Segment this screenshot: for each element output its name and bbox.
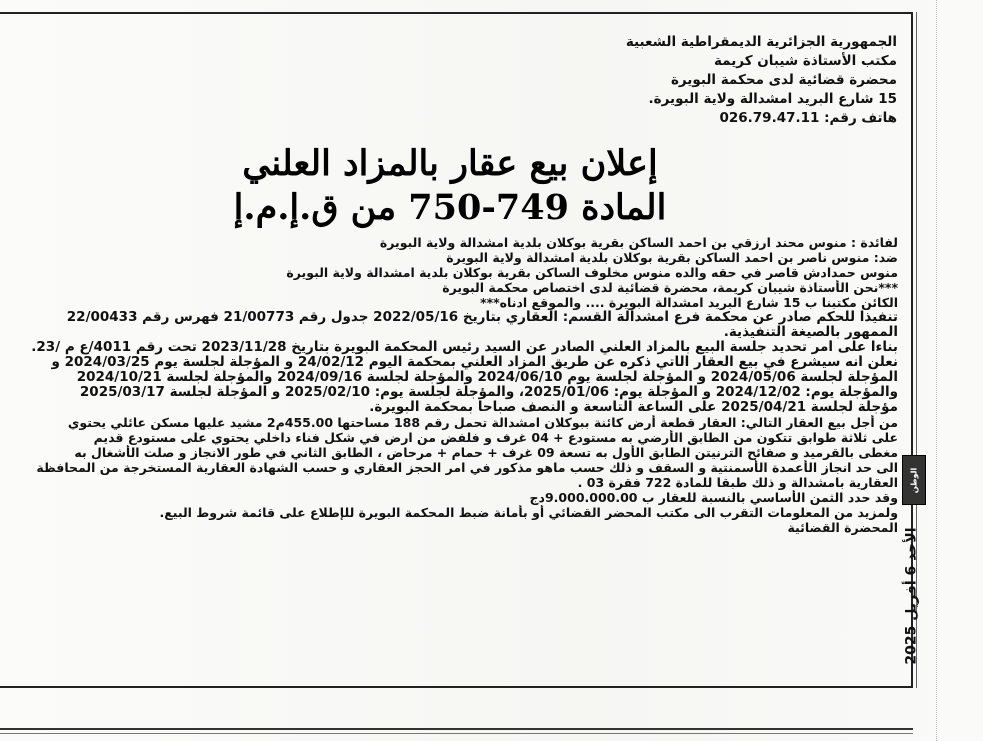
- body-line: والمؤجلة يوم: 2024/12/02 و المؤجلة يوم: 2025/01/06، والمؤجلة لجلسة يوم: 2025/02/10 و المؤجلة لجلسة 2025/03/17: [79, 385, 898, 400]
- frame-bottom-rule: [0, 686, 913, 688]
- title-line-1: إعلان بيع عقار بالمزاد العلني: [242, 143, 658, 184]
- title-line-2: المادة 749-750 من ق.إ.م.إ: [233, 187, 667, 228]
- body-line: ضد: منوس ناصر بن احمد الساكن بقرية بوكلان بلدية امشدالة ولاية البويرة: [446, 250, 898, 265]
- notice-body: [0, 235, 898, 535]
- office-header: [497, 33, 897, 128]
- body-line: المؤجلة لجلسة 2024/05/06 و المؤجلة لجلسة يوم 2024/06/10 والمؤجلة لجلسة 2024/09/16 والمؤجلة لجلسة 2024/10/21: [76, 370, 898, 385]
- next-ad-top-rule-inner: [0, 733, 913, 734]
- notice-title: [190, 142, 710, 230]
- frame-top-rule: [0, 12, 913, 14]
- newspaper-logo-text: الوطن: [909, 467, 919, 493]
- body-line: مؤجلة لجلسة 2025/04/21 على الساعة التاسعة و النصف صباحا بمحكمة البويرة.: [369, 400, 898, 415]
- body-line: ***نحن الأستاذة شيبان كريمة، محضرة قضائية لدى اختصاص محكمة البويرة: [442, 280, 898, 295]
- header-role: محضرة قضائية لدى محكمة البويرة: [670, 72, 897, 88]
- header-phone: هاتف رقم: 026.79.47.11: [719, 110, 897, 126]
- issue-date: الأحد 6 أفريل 2025: [904, 527, 920, 665]
- header-address: 15 شارع البريد امشدالة ولاية البويرة.: [648, 91, 897, 107]
- body-line: نعلن أنه سيشرع في بيع العقار الآتي ذكره عن طريق المزاد العلني بمحكمة اليوم 24/02/12 و المؤجلة لجلسة يوم 2024/03/25 و: [51, 355, 898, 370]
- newspaper-logo-badge: [902, 455, 926, 505]
- side-date-strip: [898, 505, 926, 687]
- body-line: الى حد انجاز الأعمدة الأسمنتية و السقف و ذلك حسب ماهو مذكور في امر الحجز العقاري و حسب الشهادة العقارية المستخرجة من المحافظة: [36, 460, 898, 475]
- body-signature: المحضرة القضائية: [787, 520, 898, 535]
- body-line: الكائن مكتبنا ب 15 شارع البريد امشدالة البويرة .... والموقع ادناه***: [480, 295, 898, 310]
- next-ad-top-rule: [0, 728, 913, 730]
- header-office: مكتب الأستاذة شيبان كريمة: [714, 53, 897, 69]
- body-line: وقد حدد الثمن الأساسي بالنسبة للعقار ب 9.000.000.00دج: [529, 490, 898, 505]
- body-line: العقارية بامشدالة و ذلك طبقا للمادة 722 فقرة 03 .: [577, 475, 898, 490]
- body-line: على ثلاثة طوابق تتكون من الطابق الأرضي به مستودع + 04 غرف و فلفض من ارض في شكل فناء داخلي يحتوي على مستودع قديم: [93, 430, 898, 445]
- body-line: من أجل بيع العقار التالي: العقار قطعة أرض كائنة ببوكلان امشدالة تحمل رقم 188 مساحتها 455.00م2 مشيد عليها مسكن عائلي يحتوي: [67, 415, 898, 430]
- body-line: ولمزيد من المعلومات التقرب الى مكتب المحضر القضائي أو بأمانة ضبط المحكمة البويرة للإطلاع على قائمة شروط البيع.: [159, 505, 898, 520]
- body-line: الممهور بالصيغة التنفيذية.: [723, 325, 898, 340]
- body-line: لفائدة : منوس محند ارزقي بن احمد الساكن بقرية بوكلان بلدية امشدالة ولاية البويرة: [379, 235, 898, 250]
- body-line: تنفيذا للحكم صادر عن محكمة فرع امشدالة القسم: العقاري بتاريخ 2022/05/16 جدول رقم 21/00773 فهرس رقم 22/00433: [66, 310, 898, 325]
- header-country: الجمهورية الجزائرية الديمقراطية الشعبية: [625, 34, 897, 50]
- body-line: منوس حمدادش قاصر في حقه والده منوس مخلوف الساكن بقرية بوكلان بلدية امشدالة ولاية البويرة: [286, 265, 898, 280]
- body-line: بناءا على أمر تحديد جلسة البيع بالمزاد العلني الصادر عن السيد رئيس المحكمة البويرة بتاريخ 2023/11/28 تحت رقم 4011/ع م /23.: [31, 340, 898, 355]
- scan-fold-line: [936, 0, 937, 741]
- body-line: مغطى بالقرميد و صفائح الترنيتن الطابق الأول به تسعة 09 غرف + حمام + مرحاض ، الطابق الثاني في طور الانجاز و صلت الأشغال به: [74, 445, 898, 460]
